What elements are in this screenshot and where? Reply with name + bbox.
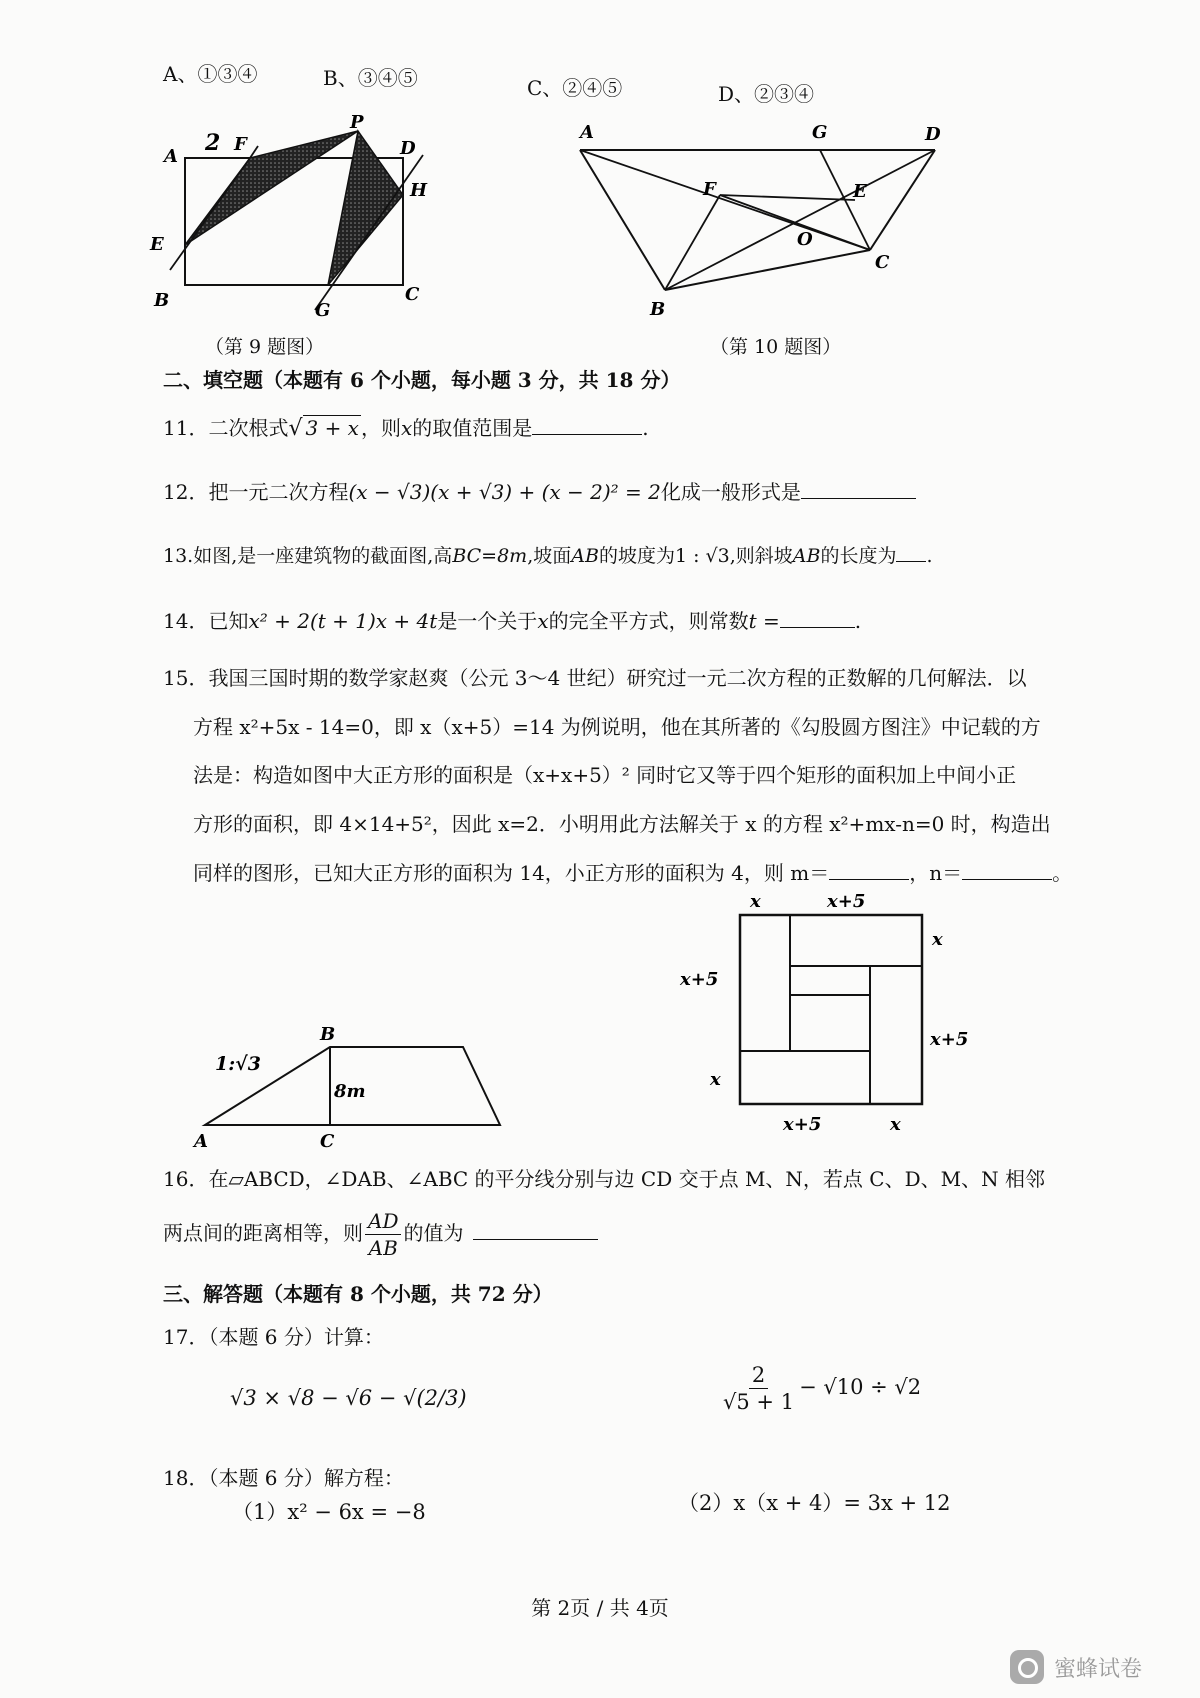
question-15-line-3: 法是：构造如图中大正方形的面积是（x+x+5）² 同时它又等于四个矩形的面积加上中间小正 xyxy=(193,763,1017,787)
fig15-left-x5: x+5 xyxy=(680,969,719,990)
choice-a: A、①③④ xyxy=(163,62,258,86)
fig9-label-H: H xyxy=(410,180,428,201)
question-13 xyxy=(163,541,933,568)
q11-answer-blank[interactable] xyxy=(532,416,642,435)
fig15-left-x: x xyxy=(710,1069,721,1090)
q12-number: 12． xyxy=(163,480,209,504)
q13-text-5: 的长度为 xyxy=(820,545,897,567)
fig9-label-F: F xyxy=(234,134,247,155)
q13-bc: BC=8m xyxy=(452,545,528,567)
question-18-header: 18．（本题 6 分）解方程： xyxy=(163,1466,404,1490)
fig10-label-O: O xyxy=(797,229,813,250)
q13-ratio: 1 : √3 xyxy=(674,545,730,567)
q16-text-2a: 两点间的距离相等，则 xyxy=(163,1221,363,1245)
q11-text-1: 二次根式 xyxy=(208,416,289,440)
fig15-top-x: x xyxy=(750,891,761,912)
q12-text-1: 把一元二次方程 xyxy=(208,480,349,504)
q16-answer-blank[interactable] xyxy=(473,1221,598,1240)
q11-end: . xyxy=(642,416,649,440)
q17-e2-den: √5 + 1 xyxy=(723,1390,795,1414)
figure-13 xyxy=(190,1024,520,1152)
q11-radicand: 3 + x xyxy=(305,416,359,440)
q13-number: 13. xyxy=(163,545,194,567)
q11-text-2: ，则 xyxy=(360,416,401,440)
q13-text-3: 的坡度为 xyxy=(598,545,675,567)
question-16-line-1: 16．在▱ABCD，∠DAB、∠ABC 的平分线分别与边 CD 交于点 M、N，若点 C、D、M、N 相邻 xyxy=(163,1167,1045,1191)
fig13-label-C: C xyxy=(320,1131,335,1152)
q15-text-5a: 同样的图形，已知大正方形的面积为 14，小正方形的面积为 4，则 m＝ xyxy=(193,861,830,885)
q12-answer-blank[interactable] xyxy=(801,480,916,499)
fig15-bottom-x: x xyxy=(890,1114,901,1135)
fig9-label-D: D xyxy=(400,138,416,159)
q11-var-x: x xyxy=(400,416,413,440)
choice-c: C、②④⑤ xyxy=(527,76,623,100)
q14-t: t = xyxy=(748,609,780,633)
page-footer: 第 2页 / 共 4页 xyxy=(531,1596,669,1620)
choice-b: B、③④⑤ xyxy=(323,66,418,90)
fig10-label-G: G xyxy=(812,122,828,143)
q14-end: . xyxy=(854,609,862,633)
q12-equation: (x − √3)(x + √3) + (x − 2)² = 2 xyxy=(348,480,661,504)
q14-text-1: 已知 xyxy=(208,609,249,633)
fig9-label-A: A xyxy=(164,146,178,167)
fig10-label-E: E xyxy=(853,181,867,202)
q15-text-5c: 。 xyxy=(1052,861,1073,885)
q14-var-x: x xyxy=(537,609,549,633)
question-15-line-4: 方形的面积，即 4×14+5²，因此 x=2．小明用此方法解关于 x 的方程 x²+mx-n=0 时，构造出 xyxy=(193,812,1051,836)
q16-frac-den: AB xyxy=(368,1236,398,1260)
q13-text-4: ,则斜坡 xyxy=(729,545,793,567)
q14-text-2: 是一个关于 xyxy=(437,609,538,633)
figure-10 xyxy=(565,115,945,325)
watermark-logo-icon xyxy=(1010,1650,1044,1684)
q15-n-blank[interactable] xyxy=(962,861,1052,880)
q11-text-3: 的取值范围是 xyxy=(412,416,533,440)
q18-part-1: （1）x² − 6x = −8 xyxy=(232,1500,426,1524)
fig15-bottom-x5: x+5 xyxy=(783,1114,822,1135)
q13-ab-2: AB xyxy=(792,545,821,567)
question-15-line-2: 方程 x²+5x - 14=0，即 x（x+5）=14 为例说明，他在其所著的《勾股圆方图注》中记载的方 xyxy=(193,715,1041,739)
fig10-label-A: A xyxy=(580,122,594,143)
fig15-top-x5: x+5 xyxy=(827,891,866,912)
fig9-label-B: B xyxy=(154,290,170,311)
q15-m-blank[interactable] xyxy=(829,861,909,880)
fig10-label-B: B xyxy=(650,299,666,320)
q13-answer-blank[interactable] xyxy=(896,543,926,562)
question-15-line-5 xyxy=(193,857,1072,886)
question-14 xyxy=(163,605,861,634)
fig9-label-E: E xyxy=(150,234,164,255)
q16-text-2b: 的值为 xyxy=(403,1221,464,1245)
q16-frac-num: AD xyxy=(365,1208,401,1235)
fig10-caption: （第 10 题图） xyxy=(710,336,842,358)
q17-e2-num: 2 xyxy=(749,1362,768,1389)
fig15-right-x: x xyxy=(932,929,943,950)
q17-expression-1: √3 × √8 − √6 − √(2/3) xyxy=(230,1386,467,1410)
question-16-line-2 xyxy=(163,1208,598,1261)
q13-text-2: ,坡面 xyxy=(527,545,572,567)
choice-d: D、②③④ xyxy=(718,82,815,106)
q13-end: . xyxy=(926,545,933,567)
fig10-label-C: C xyxy=(875,252,890,273)
fig9-label-C: C xyxy=(405,284,420,305)
q13-text-1: 如图,是一座建筑物的截面图,高 xyxy=(193,545,453,567)
watermark-text: 蜜蜂试卷 xyxy=(1054,1657,1143,1682)
fig10-label-D: D xyxy=(925,124,941,145)
fig13-height: 8m xyxy=(334,1081,366,1102)
fig13-label-B: B xyxy=(320,1024,336,1045)
fig9-label-G: G xyxy=(315,300,331,321)
question-17-header: 17．（本题 6 分）计算： xyxy=(163,1325,384,1349)
question-12 xyxy=(163,476,916,505)
fig10-label-F: F xyxy=(703,179,716,200)
fig9-label-2: 2 xyxy=(205,130,221,156)
q14-answer-blank[interactable] xyxy=(780,609,855,628)
q14-text-3: 的完全平方式，则常数 xyxy=(548,609,749,633)
fig13-ratio: 1:√3 xyxy=(215,1053,261,1075)
q12-text-2: 化成一般形式是 xyxy=(660,480,801,504)
figure-15 xyxy=(670,885,970,1150)
fig13-label-A: A xyxy=(194,1131,208,1152)
q13-ab: AB xyxy=(571,545,599,567)
q11-number: 11． xyxy=(163,416,209,440)
section-3-title: 三、解答题（本题有 8 个小题，共 72 分） xyxy=(163,1282,553,1306)
figure-9 xyxy=(150,110,450,325)
question-11: 11．二次根式√ 3 + x ，则x的取值范围是 . xyxy=(163,416,649,441)
q14-number: 14． xyxy=(163,609,209,633)
fig9-label-P: P xyxy=(350,112,364,133)
q14-expression: x² + 2(t + 1)x + 4t xyxy=(248,609,438,633)
q15-text-5b: ，n＝ xyxy=(909,861,963,885)
q17-expression-2 xyxy=(718,1362,921,1415)
q18-part-2: （2）x（x + 4）= 3x + 12 xyxy=(678,1491,951,1515)
fig9-caption: （第 9 题图） xyxy=(205,336,325,358)
question-15-line-1: 15．我国三国时期的数学家赵爽（公元 3～4 世纪）研究过一元二次方程的正数解的几何解法．以 xyxy=(163,666,1027,690)
section-2-title: 二、填空题（本题有 6 个小题，每小题 3 分，共 18 分） xyxy=(163,368,681,392)
fig15-right-x5: x+5 xyxy=(930,1029,969,1050)
q17-e2-rest: − √10 ÷ √2 xyxy=(799,1375,922,1399)
